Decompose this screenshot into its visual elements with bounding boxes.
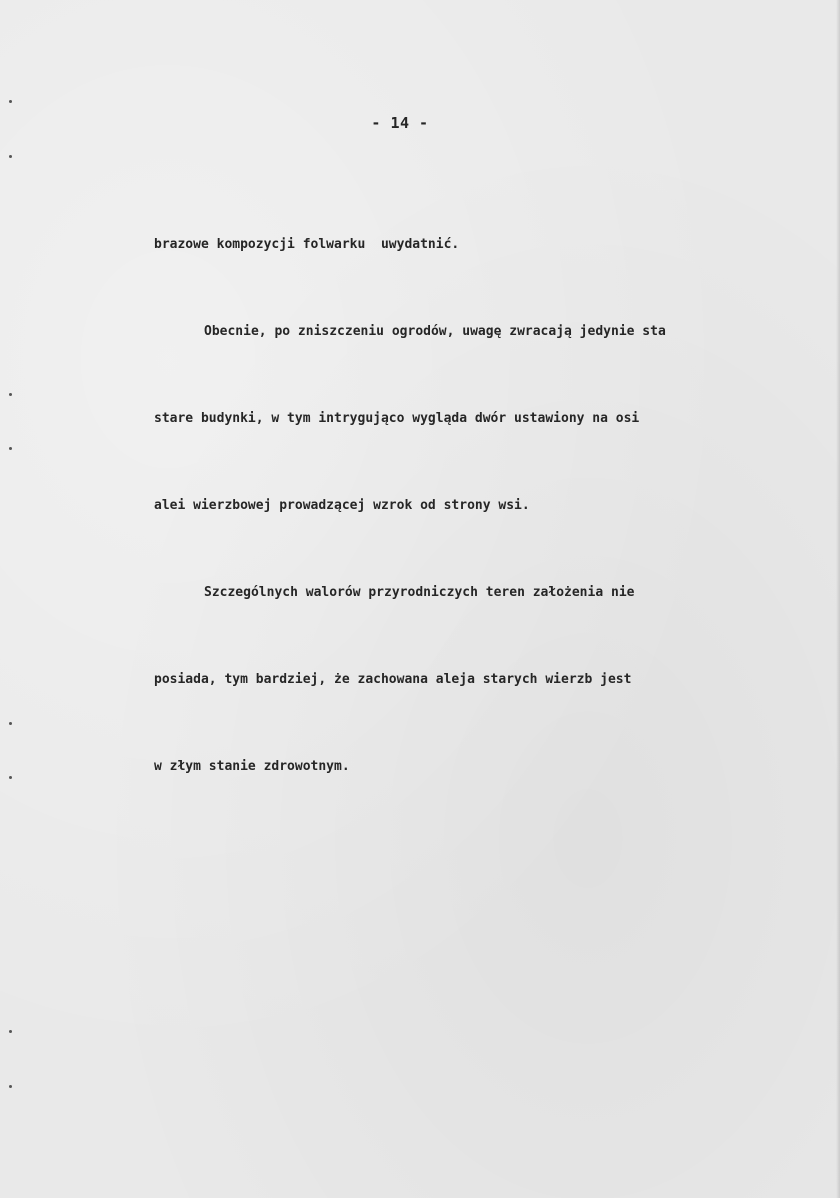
text-line: posiada, tym bardziej, że zachowana aleja starych wierzb jest: [154, 672, 632, 687]
punch-mark: [9, 1030, 12, 1033]
punch-mark: [9, 1085, 12, 1088]
text-line: stare budynki, w tym intrygująco wygląda dwór ustawiony na osi: [154, 411, 640, 426]
page-edge-shadow: [836, 0, 840, 1198]
punch-mark: [9, 100, 12, 103]
text-line: brazowe kompozycji folwarku uwydatnić.: [154, 237, 460, 252]
text-line: w złym stanie zdrowotnym.: [154, 759, 350, 774]
page-number: - 14 -: [371, 114, 429, 132]
text-line: Obecnie, po zniszczeniu ogrodów, uwagę zwracają jedynie sta: [204, 324, 666, 339]
punch-mark: [9, 776, 12, 779]
punch-mark: [9, 155, 12, 158]
punch-mark: [9, 447, 12, 450]
text-line: alei wierzbowej prowadzącej wzrok od strony wsi.: [154, 498, 530, 513]
punch-mark: [9, 722, 12, 725]
text-line: Szczególnych walorów przyrodniczych teren założenia nie: [204, 585, 635, 600]
punch-mark: [9, 393, 12, 396]
body-text: [154, 172, 832, 839]
